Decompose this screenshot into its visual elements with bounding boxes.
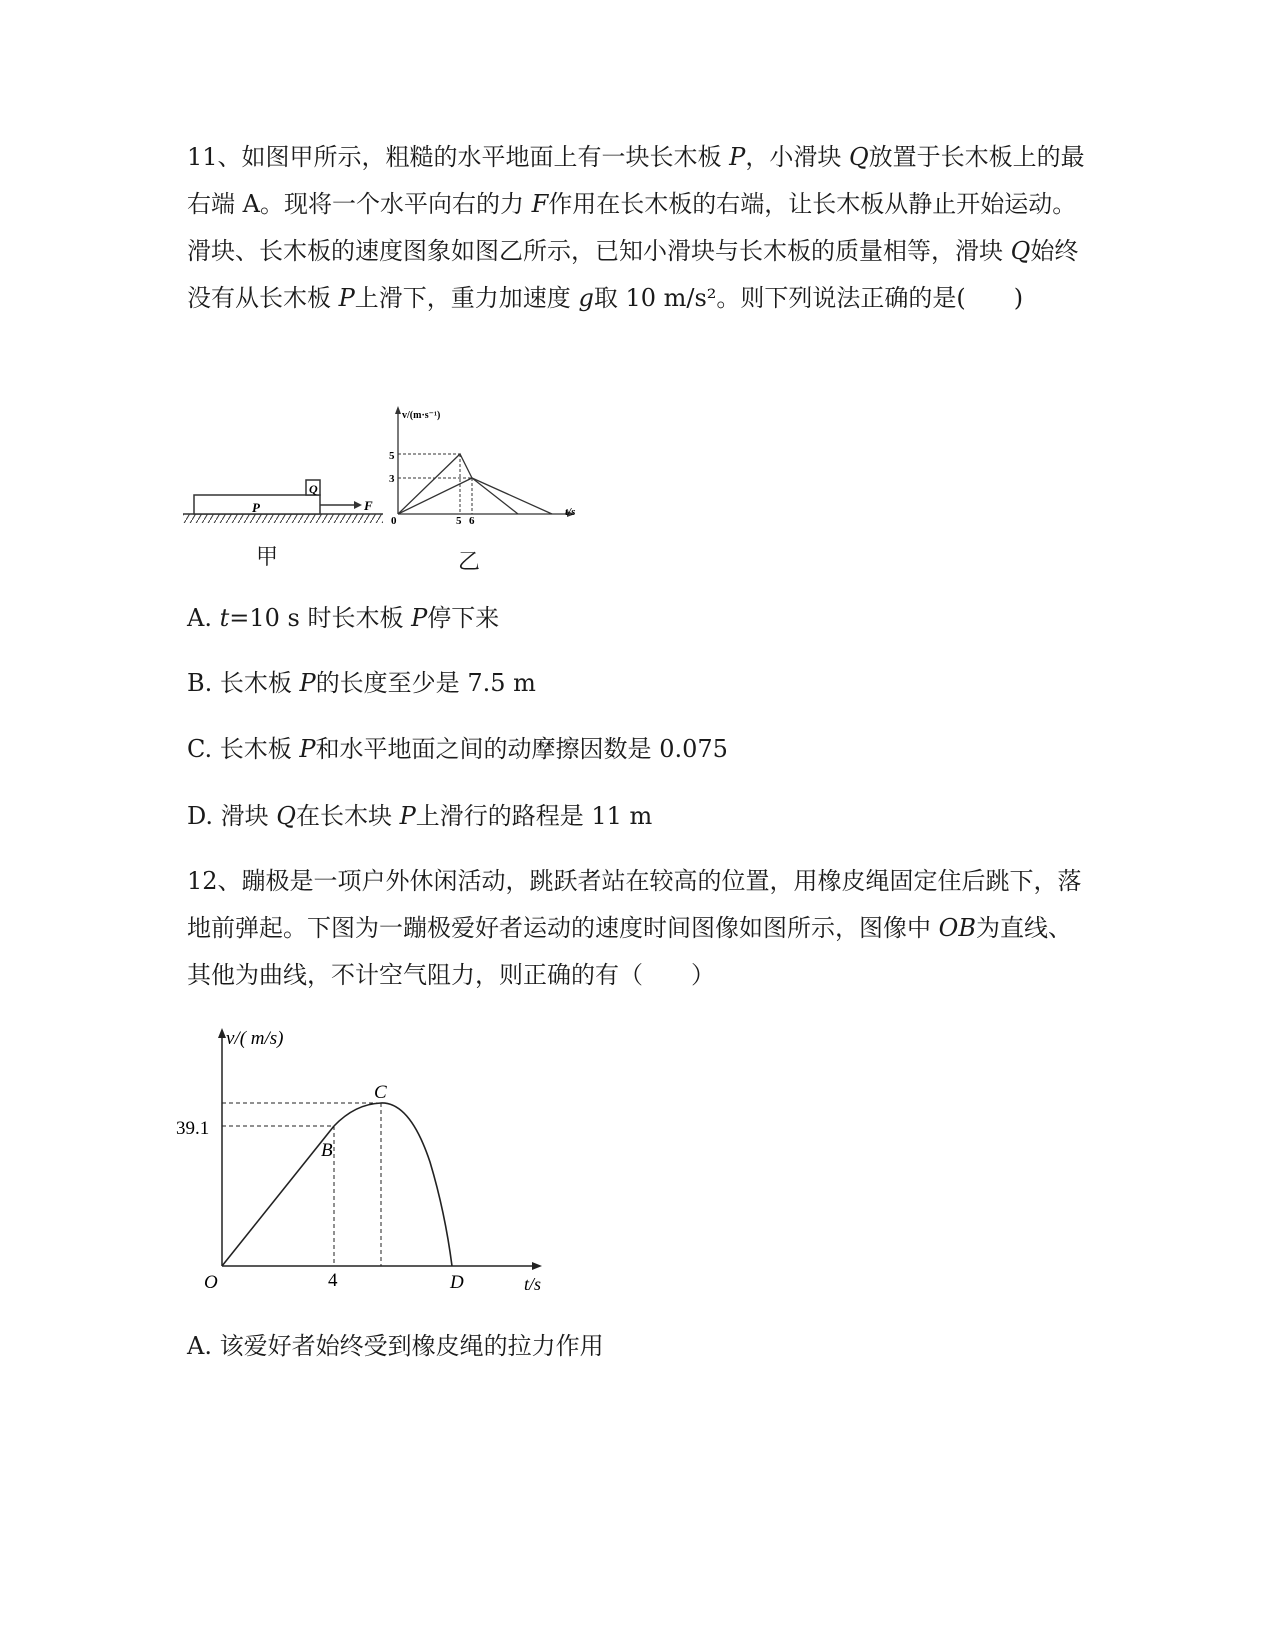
text-run: P bbox=[729, 143, 746, 171]
q12-option-a[interactable] bbox=[187, 1330, 604, 1362]
text-run: Q bbox=[848, 143, 869, 171]
point-b-label: B bbox=[321, 1140, 333, 1161]
caption-yi: 乙 bbox=[458, 550, 481, 575]
text-run: P bbox=[399, 802, 416, 830]
x-value-label: 4 bbox=[328, 1270, 338, 1291]
board-p-label: P bbox=[252, 500, 260, 515]
text-run: A. bbox=[187, 604, 220, 632]
text-run: Q bbox=[1010, 237, 1031, 265]
text-run: 上滑下，重力加速度 bbox=[354, 284, 579, 312]
text-run: 作用在长木板的右端，让长木板从静止开始运动。滑块、长木板的速度图象如图乙所示，已知小滑块与长木板的质量相等，滑块 bbox=[187, 190, 1077, 265]
segment-ob bbox=[222, 1126, 334, 1266]
text-run: D. 滑块 bbox=[187, 802, 277, 830]
block-velocity-line bbox=[398, 478, 552, 514]
figure-yi bbox=[385, 402, 585, 527]
block-q-label: Q bbox=[309, 482, 318, 496]
text-run: 12、蹦极是一项户外休闲活动，跳跃者站在较高的位置，用橡皮绳固定住后跳下，落地前弹起。下图为一蹦极爱好者运动的速度时间图像如图所示，图像中 bbox=[187, 867, 1082, 942]
q11-option-c[interactable] bbox=[187, 733, 728, 765]
x-axis-label: t/s bbox=[565, 506, 576, 518]
text-run: t bbox=[219, 604, 230, 632]
text-run: C. 长木板 bbox=[187, 735, 300, 763]
text-run: =10 s 时长木板 bbox=[229, 604, 412, 632]
q11-option-a[interactable] bbox=[187, 602, 499, 634]
text-run: 放置于长木板上的最右端 A。现将一个水平向右的力 bbox=[187, 143, 1085, 218]
point-c-label: C bbox=[374, 1082, 387, 1103]
text-run: P bbox=[411, 604, 428, 632]
x-tick-6: 6 bbox=[469, 515, 475, 527]
caption-jia: 甲 bbox=[256, 545, 279, 570]
text-run: 始终没有从长木板 bbox=[187, 237, 1079, 312]
q11-stem bbox=[187, 134, 1087, 322]
x-axis-label: t/s bbox=[524, 1274, 542, 1294]
text-run: ，小滑块 bbox=[745, 143, 849, 171]
y-axis-label: v/(m·s⁻¹) bbox=[402, 410, 441, 421]
q12-stem bbox=[187, 858, 1087, 999]
text-run: 11、如图甲所示，粗糙的水平地面上有一块长木板 bbox=[187, 143, 730, 171]
y-tick-5: 5 bbox=[389, 450, 395, 462]
origin-label: O bbox=[204, 1272, 218, 1293]
text-run: F bbox=[531, 190, 549, 218]
text-run: P bbox=[299, 735, 316, 763]
text-run: Q bbox=[276, 802, 296, 830]
y-axis-label: v/( m/s) bbox=[226, 1028, 284, 1049]
origin-label: 0 bbox=[391, 515, 397, 527]
text-run: P bbox=[338, 284, 355, 312]
x-tick-5: 5 bbox=[456, 515, 462, 527]
ground-hatch bbox=[183, 514, 383, 523]
figure-jia bbox=[180, 470, 390, 530]
figure-bungee-vt bbox=[170, 1022, 560, 1302]
text-run: OB bbox=[938, 914, 976, 942]
text-run: P bbox=[299, 669, 316, 697]
q11-option-d[interactable] bbox=[187, 800, 652, 832]
curve-bcd bbox=[334, 1103, 452, 1266]
text-run: 和水平地面之间的动摩擦因数是 0.075 bbox=[315, 735, 728, 763]
text-run: B. 长木板 bbox=[187, 669, 300, 697]
text-run: 在长木块 bbox=[295, 802, 400, 830]
text-run: 取 10 m/s²。则下列说法正确的是( ) bbox=[593, 284, 1024, 312]
text-run: 的长度至少是 7.5 m bbox=[315, 669, 536, 697]
text-run: A. 该爱好者始终受到橡皮绳的拉力作用 bbox=[187, 1332, 604, 1360]
y-value-label: 39.1 bbox=[176, 1118, 210, 1139]
text-run: g bbox=[578, 284, 594, 312]
y-tick-3: 3 bbox=[389, 473, 395, 485]
text-run: 停下来 bbox=[427, 604, 500, 632]
force-label: F bbox=[364, 498, 373, 513]
text-run: 为直线、其他为曲线，不计空气阻力，则正确的有（ ） bbox=[187, 914, 1072, 989]
q11-option-b[interactable] bbox=[187, 667, 536, 699]
point-d-label: D bbox=[450, 1272, 464, 1293]
text-run: 上滑行的路程是 11 m bbox=[415, 802, 653, 830]
